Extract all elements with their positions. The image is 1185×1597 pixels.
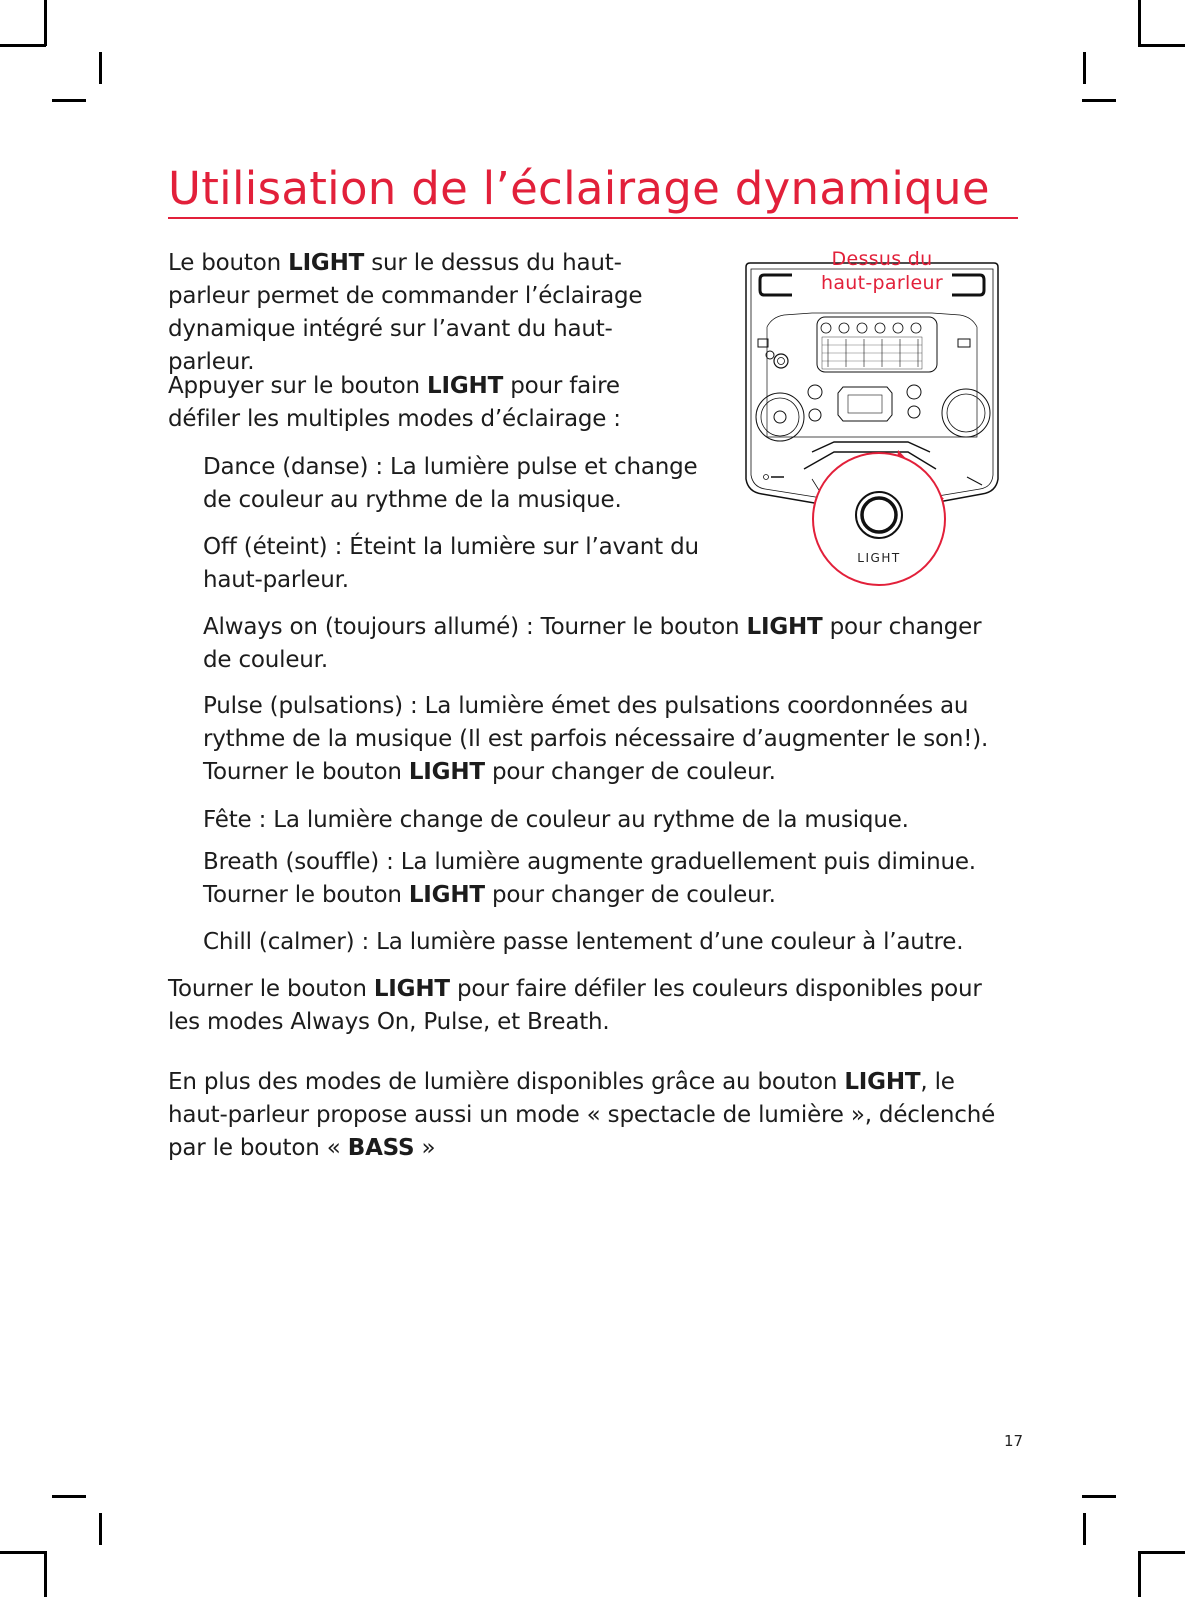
crop-mark <box>99 52 102 84</box>
crop-mark <box>0 44 46 47</box>
crop-mark <box>44 0 47 46</box>
crop-mark <box>1138 1551 1141 1597</box>
mode-off: Off (éteint) : Éteint la lumière sur l’avant du haut-parleur. <box>203 534 699 593</box>
crop-mark <box>1138 1551 1185 1554</box>
mode-breath: Breath (souffle) : La lumière augmente graduellement puis diminue. Tourner le bouton LIGHT pour changer de couleur. <box>203 849 976 908</box>
turn-paragraph: Tourner le bouton LIGHT pour faire défiler les couleurs disponibles pour les modes Always On, Pulse, et Breath. <box>168 976 982 1035</box>
crop-mark <box>99 1513 102 1545</box>
speaker-top-figure <box>742 247 1022 597</box>
page-number: 17 <box>1004 1432 1024 1450</box>
speaker-top-drawing <box>742 247 1022 597</box>
intro-paragraph: Le bouton LIGHT sur le dessus du haut-parleur permet de commander l’éclairage dynamique intégré sur l’avant du haut-parleur. <box>168 250 643 375</box>
press-paragraph: Appuyer sur le bouton LIGHT pour faire défiler les multiples modes d’éclairage : <box>168 373 621 432</box>
crop-mark <box>44 1551 47 1597</box>
crop-mark <box>1138 0 1141 46</box>
mode-chill: Chill (calmer) : La lumière passe lentement d’une couleur à l’autre. <box>203 929 964 955</box>
extra-paragraph: En plus des modes de lumière disponibles grâce au bouton LIGHT, le haut-parleur propose aussi un mode « spectacle de lumière », déclenché par le bouton « BASS » <box>168 1069 996 1161</box>
crop-mark <box>1083 1513 1086 1545</box>
crop-mark <box>52 1495 86 1498</box>
mode-fete: Fête : La lumière change de couleur au rythme de la musique. <box>203 807 909 833</box>
mode-dance: Dance (danse) : La lumière pulse et change de couleur au rythme de la musique. <box>203 454 698 513</box>
page-title: Utilisation de l’éclairage dynamique <box>168 162 990 215</box>
crop-mark <box>1083 52 1086 84</box>
light-button-label: LIGHT <box>857 551 901 565</box>
crop-mark <box>1082 99 1116 102</box>
title-underline <box>168 217 1018 219</box>
figure-label: Dessus du haut-parleur <box>821 248 943 294</box>
crop-mark <box>1138 44 1185 47</box>
crop-mark <box>0 1551 46 1554</box>
mode-pulse: Pulse (pulsations) : La lumière émet des pulsations coordonnées au rythme de la musique (Il est parfois nécessaire d’augmenter le son!). Tourner le bouton LIGHT pour changer de couleur. <box>203 693 989 785</box>
crop-mark <box>52 99 86 102</box>
crop-mark <box>1082 1495 1116 1498</box>
mode-always-on: Always on (toujours allumé) : Tourner le bouton LIGHT pour changer de couleur. <box>203 614 982 673</box>
